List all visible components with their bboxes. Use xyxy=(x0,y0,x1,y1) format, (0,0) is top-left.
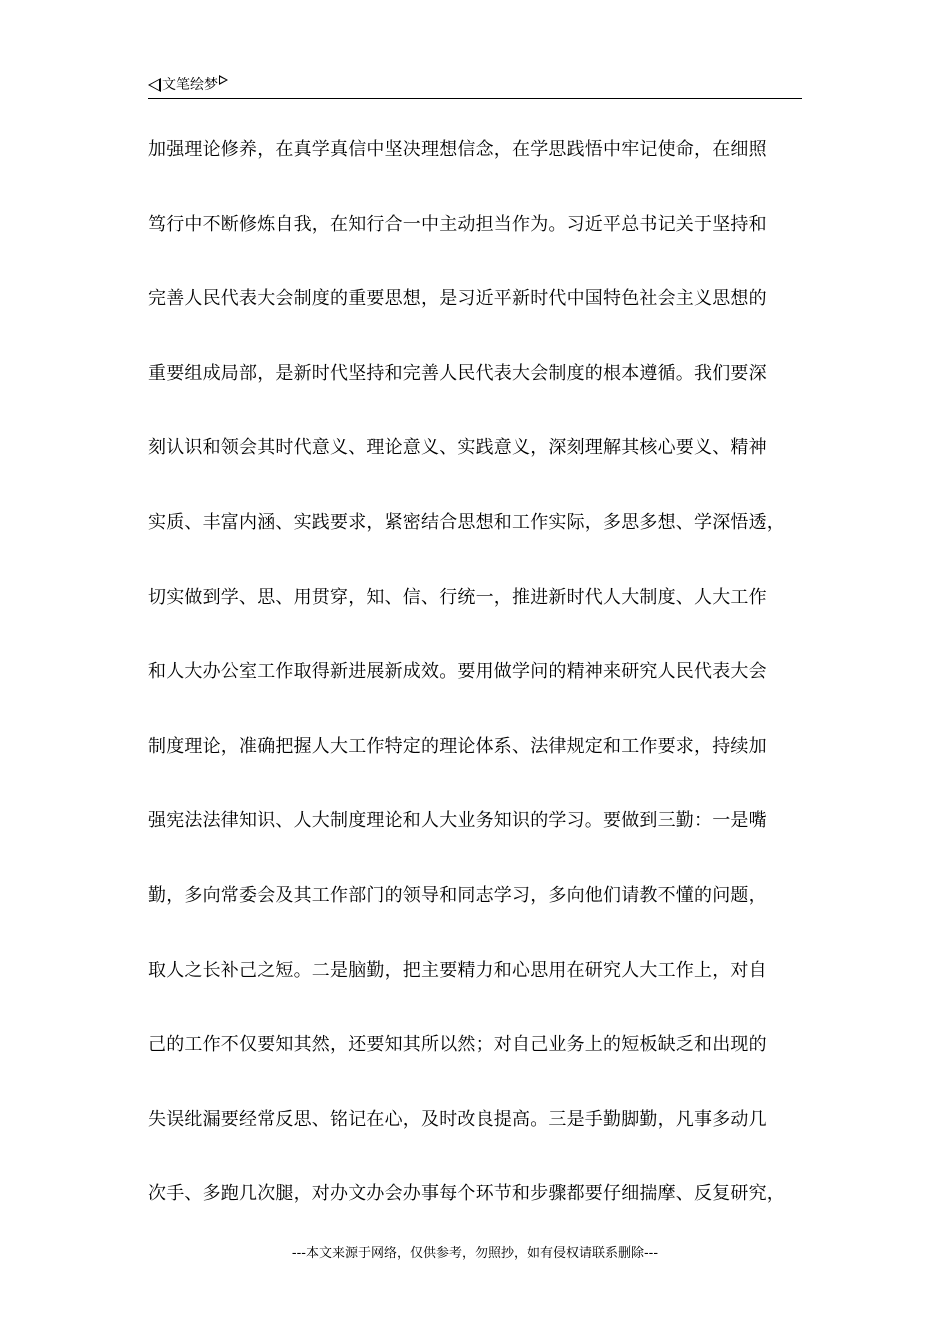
text-line: 加强理论修养，在真学真信中坚决理想信念，在学思践悟中牢记使命，在细照 xyxy=(148,139,767,160)
triangle-right-icon xyxy=(219,75,228,85)
text-line: 制度理论，准确把握人大工作特定的理论体系、法律规定和工作要求，持续加 xyxy=(148,735,767,757)
header-title: 文笔绘梦 xyxy=(162,77,218,93)
text-line: 实质、丰富内涵、实践要求，紧密结合思想和工作实际，多思多想、学深悟透， xyxy=(148,511,785,533)
text-line: 次手、多跑几次腿，对办文办会办事每个环节和步骤都要仔细揣摩、反复研究， xyxy=(148,1183,785,1205)
text-line: 和人大办公室工作取得新进展新成效。要用做学问的精神来研究人民代表大会 xyxy=(148,661,767,683)
text-line: 失误纰漏要经常反思、铭记在心，及时改良提高。三是手勤脚勤，凡事多动几 xyxy=(148,1108,767,1130)
page-header xyxy=(148,72,802,99)
text-line: 笃行中不断修炼自我，在知行合一中主动担当作为。习近平总书记关于坚持和 xyxy=(148,213,767,235)
text-line: 己的工作不仅要知其然，还要知其所以然；对自己业务上的短板缺乏和出现的 xyxy=(148,1034,767,1056)
text-line: 强宪法法律知识、人大制度理论和人大业务知识的学习。要做到三勤：一是嘴 xyxy=(148,810,767,832)
text-line: 勤，多向常委会及其工作部门的领导和同志学习，多向他们请教不懂的问题， xyxy=(148,884,767,906)
body-text xyxy=(148,132,828,1251)
text-line: 完善人民代表大会制度的重要思想，是习近平新时代中国特色社会主义思想的 xyxy=(148,288,767,310)
text-line: 刻认识和领会其时代意义、理论意义、实践意义，深刻理解其核心要义、精神 xyxy=(148,437,767,459)
text-line: 切实做到学、思、用贯穿，知、信、行统一，推进新时代人大制度、人大工作 xyxy=(148,586,767,608)
header-mark xyxy=(148,76,228,94)
footer-disclaimer: ---本文来源于网络，仅供参考，勿照抄，如有侵权请联系删除--- xyxy=(291,1246,659,1261)
text-line: 重要组成局部，是新时代坚持和完善人民代表大会制度的根本遵循。我们要深 xyxy=(148,362,767,384)
text-line: 取人之长补己之短。二是脑勤，把主要精力和心思用在研究人大工作上，对自 xyxy=(148,959,767,981)
triangle-left-icon xyxy=(148,78,161,92)
